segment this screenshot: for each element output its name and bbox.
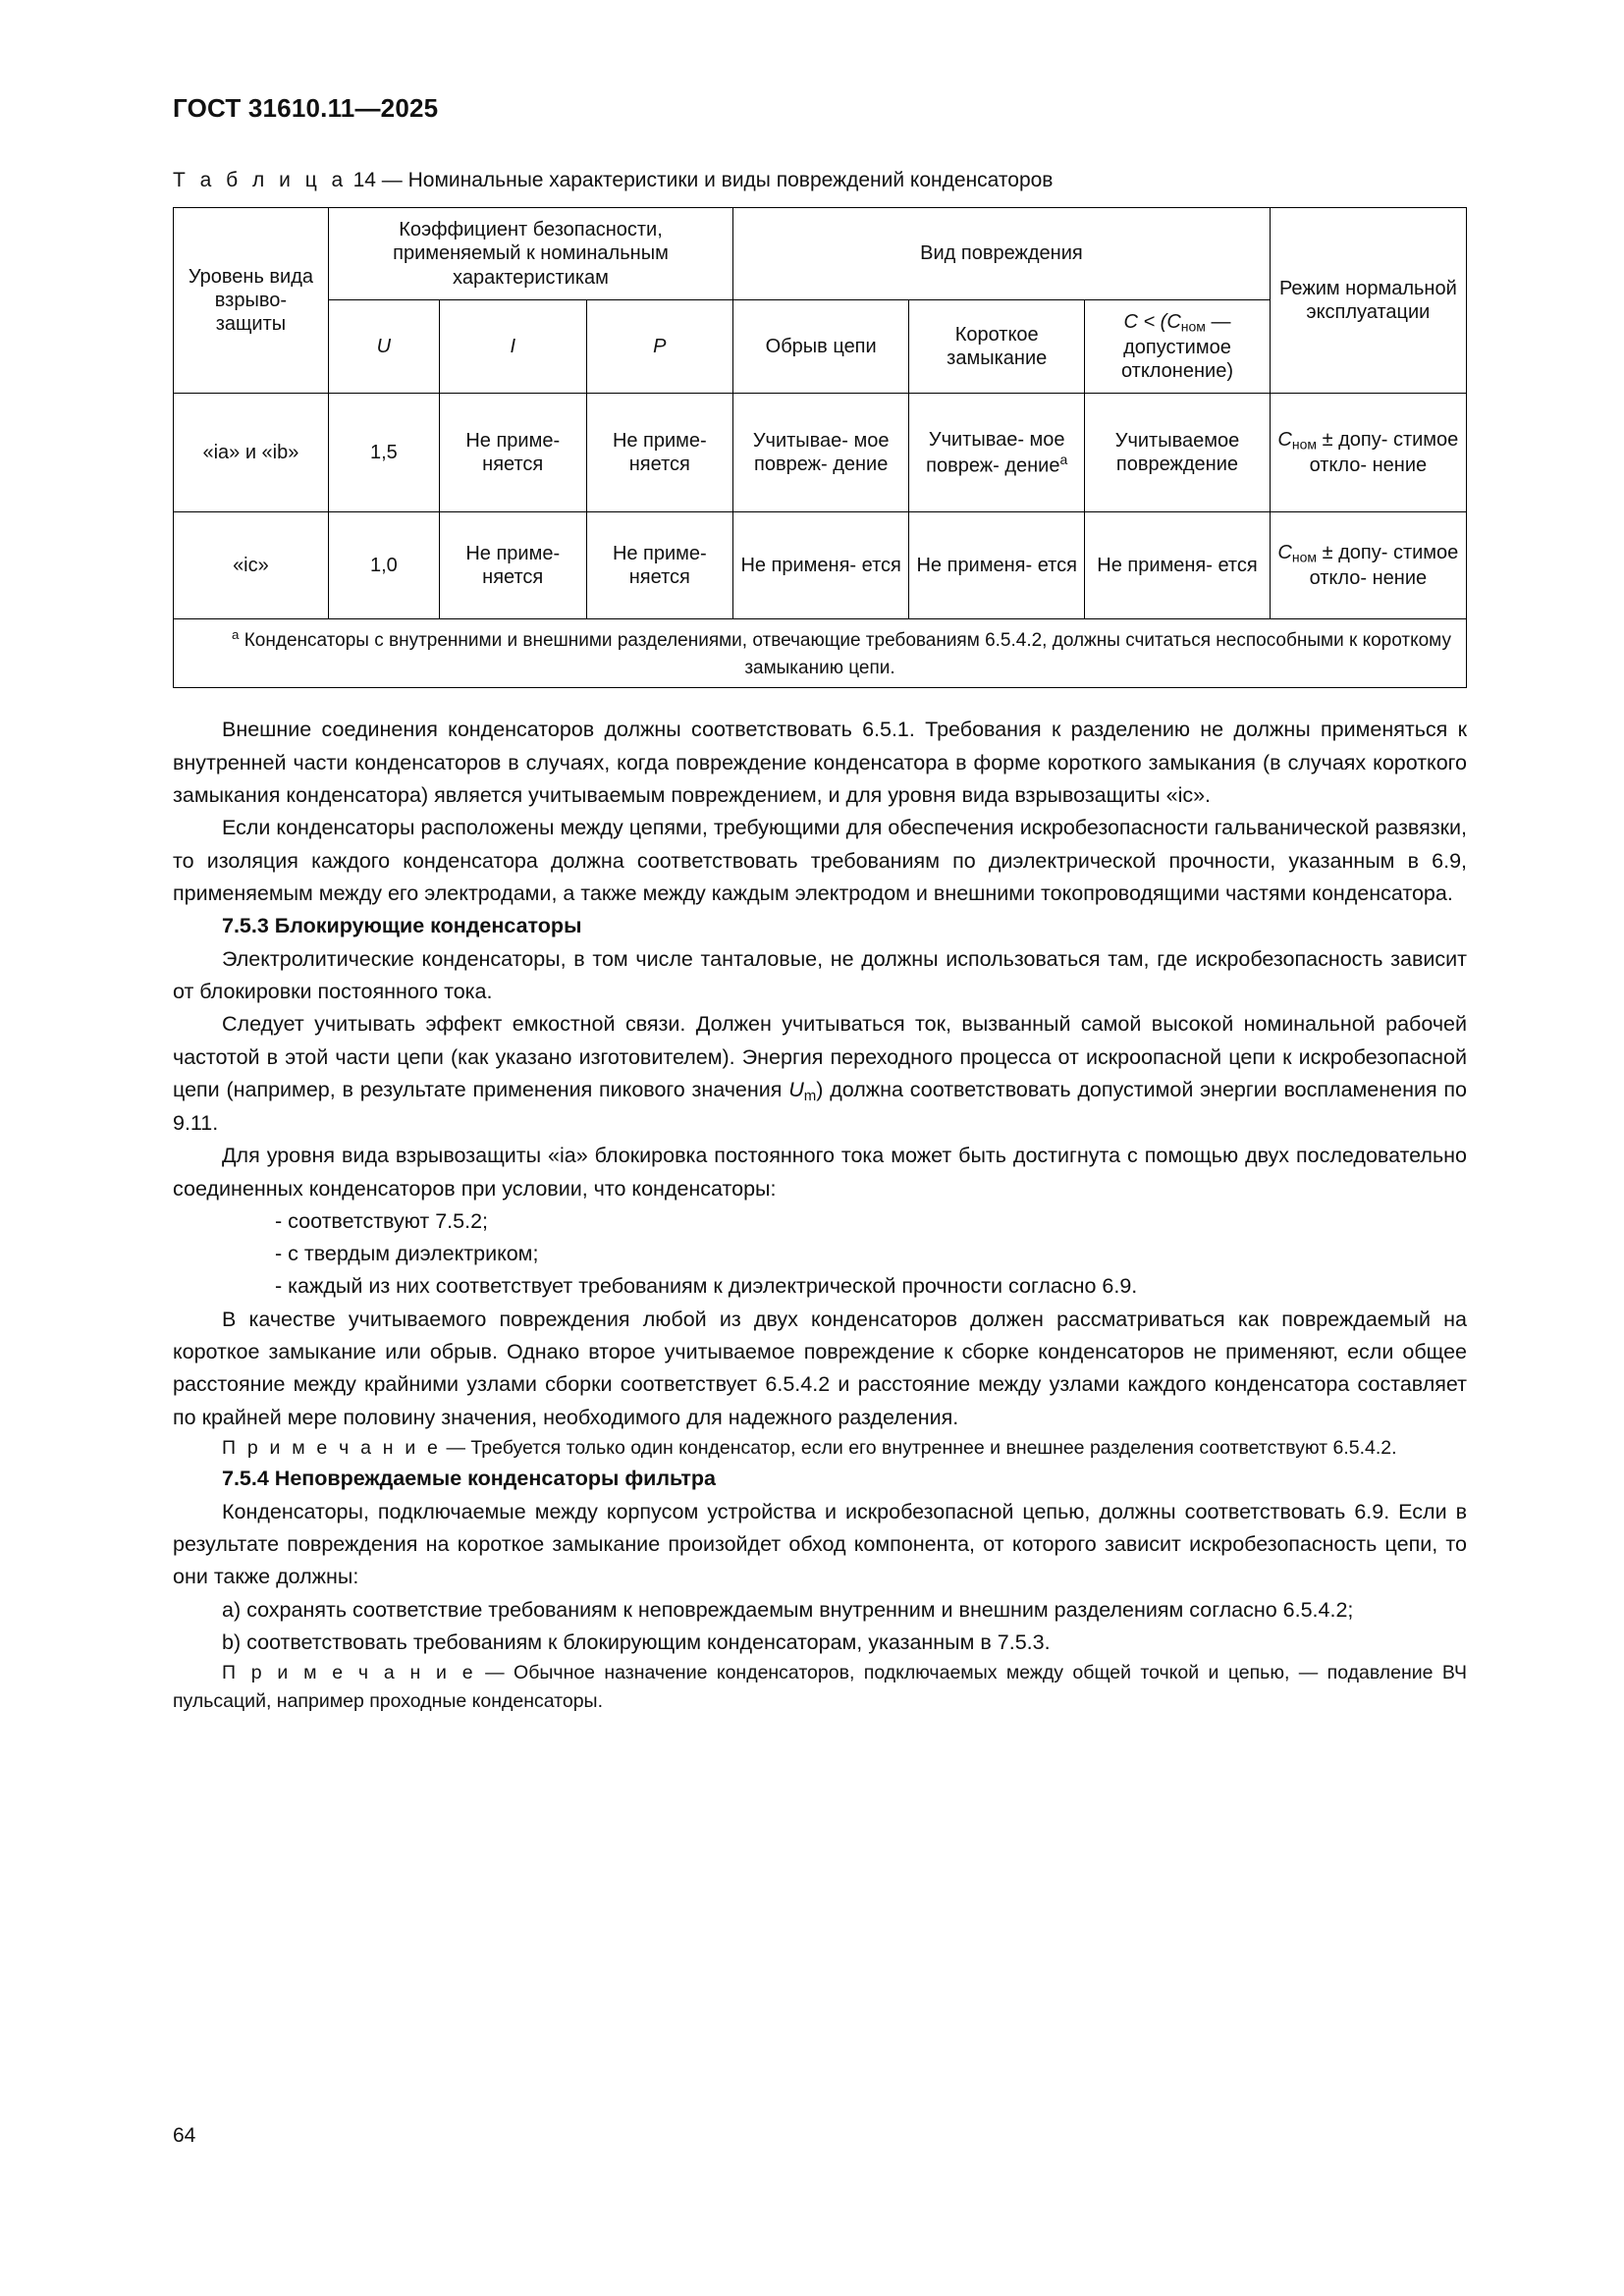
capacitor-ratings-table [173, 207, 1467, 689]
normal-mode-prefix: C [1277, 542, 1292, 564]
cell-level: «ia» и «ib» [174, 394, 329, 512]
page-content [173, 94, 1467, 1717]
list-item-a: a) сохранять соответствие требованиям к неповреждаемым внутренним и внешним разделениям согласно 6.5.4.2; [222, 1597, 1354, 1622]
note-one-capacitor [173, 1434, 1467, 1463]
note-text: — Требуется только один конденсатор, если его внутреннее и внешнее разделения соответствуют 6.5.4.2. [446, 1437, 1397, 1459]
header-col-break-circuit: Обрыв цепи [733, 300, 909, 394]
symbol-u-sub: m [803, 1087, 817, 1104]
header-col-u: U [328, 300, 439, 394]
cell-capacitance: Не применя- ется [1085, 512, 1270, 619]
list-item: - с твердым диэлектриком; [275, 1242, 539, 1266]
cell-normal-mode [1270, 512, 1466, 619]
note-label: П р и м е ч а н и е [222, 1662, 476, 1684]
table-caption-number: 14 [352, 168, 376, 191]
header-col-short-circuit: Короткое замыкание [909, 300, 1085, 394]
list-item: - каждый из них соответствует требованиям к диэлектрической прочности согласно 6.9. [275, 1274, 1138, 1299]
list-item: - соответствуют 7.5.2; [275, 1208, 489, 1233]
header-normal-mode: Режим нормальной эксплуатации [1270, 207, 1466, 394]
table-row [174, 394, 1467, 512]
cell-u: 1,5 [328, 394, 439, 512]
header-col-i: I [439, 300, 586, 394]
table-header-row-1 [174, 207, 1467, 299]
paragraph-capacitive-coupling-part1: Следует учитывать эффект емкостной связи. Должен учитываться ток, вызванный самой высокой номинальной рабочей частотой в этой части цепи (как указано изготовителем). Энергия переходного процесса от искроопасной цепи к искробезопасной цепи (например, в результате применения пикового значения [173, 1012, 1467, 1101]
note-label: П р и м е ч а н и е [222, 1437, 442, 1459]
cell-short-circuit [909, 394, 1085, 512]
header-level: Уровень вида взрыво- защиты [174, 207, 329, 394]
cell-capacitance: Учитываемое повреждение [1085, 394, 1270, 512]
footnote-marker-a: a [1059, 452, 1068, 468]
paragraph-galvanic-isolation: Если конденсаторы расположены между цепями, требующими для обеспечения искробезопасности гальванической развязки, то изоляция каждого конденсатора должна соответствовать требованиям по диэлектрической прочности, указанным в 6.9, применяемым между его электродами, а также между каждым электродом и внешними токопроводящими частями конденсатора. [173, 816, 1467, 905]
cell-break-circuit: Учитывае- мое повреж- дение [733, 394, 909, 512]
cell-u: 1,0 [328, 512, 439, 619]
capacitance-formula-prefix: C < (C [1123, 311, 1181, 334]
paragraph-electrolytic-capacitors: Электролитические конденсаторы, в том числе танталовые, не должны использоваться там, где искробезопасность зависит от блокировки постоянного тока. [173, 946, 1467, 1003]
table-caption [173, 168, 1467, 193]
capacitance-formula-sub: ном [1180, 318, 1206, 335]
paragraph-countable-fault: В качестве учитываемого повреждения любой из двух конденсаторов должен рассматриваться как повреждаемый на короткое замыкание или обрыв. Однако второе учитываемое повреждение к сборке конденсаторов не применяют, если общее расстояние между крайними узлами сборки соответствует 6.5.4.2 и расстояние между узлами каждого конденсатора составляет по крайней мере половину значения, необходимого для надежного разделения. [173, 1307, 1467, 1429]
cell-i: Не приме- няется [439, 394, 586, 512]
cell-short-circuit-text: Учитывае- мое повреж- дение [926, 428, 1065, 477]
note-text: — Обычное назначение конденсаторов, подключаемых между общей точкой и цепью, — подавление ВЧ пульсаций, например проходные конденсаторы. [173, 1662, 1468, 1713]
body-text [173, 714, 1467, 1716]
table-row [174, 512, 1467, 619]
normal-mode-sub: ном [1291, 436, 1318, 453]
table-footnote [174, 619, 1467, 688]
header-damage-group: Вид повреждения [733, 207, 1271, 299]
footnote-marker: a [232, 627, 240, 643]
paragraph-ia-dc-blocking: Для уровня вида взрывозащиты «ia» блокировка постоянного тока может быть достигнута с помощью двух последовательно соединенных конденсаторов при условии, что конденсаторы: [173, 1144, 1467, 1201]
cell-p: Не приме- няется [586, 394, 733, 512]
cell-level: «ic» [174, 512, 329, 619]
table-footnote-row [174, 619, 1467, 688]
section-heading-7-5-3: 7.5.3 Блокирующие конденсаторы [222, 914, 582, 938]
paragraph-capacitive-coupling-part2: ) должна соответствовать допустимой энергии воспламенения по 9.11. [173, 1077, 1468, 1135]
header-col-p: P [586, 300, 733, 394]
symbol-u: U [788, 1077, 804, 1101]
header-safety-factor-group: Коэффициент безопасности, применяемый к номинальным характеристикам [328, 207, 732, 299]
cell-break-circuit: Не применя- ется [733, 512, 909, 619]
paragraph-external-connections: Внешние соединения конденсаторов должны соответствовать 6.5.1. Требования к разделению не должны применяться к внутренней части конденсаторов в случаях, когда повреждение конденсатора в форме короткого замыкания (в случаях короткого замыкания конденсатора) является учитываемым повреждением, и для уровня вида взрывозащиты «ic». [173, 718, 1467, 807]
header-col-capacitance [1085, 300, 1270, 394]
normal-mode-sub: ном [1291, 549, 1318, 565]
cell-normal-mode [1270, 394, 1466, 512]
normal-mode-suffix: ± допу- стимое откло- нение [1309, 429, 1459, 476]
standard-header: ГОСТ 31610.11—2025 [173, 93, 439, 123]
normal-mode-suffix: ± допу- стимое откло- нение [1309, 542, 1459, 589]
note-hf-suppression [173, 1659, 1467, 1717]
cell-short-circuit: Не применя- ется [909, 512, 1085, 619]
cell-p: Не приме- няется [586, 512, 733, 619]
page-number: 64 [173, 2124, 196, 2147]
capacitance-formula-suffix: — допустимое отклонение) [1120, 311, 1233, 382]
paragraph-capacitive-coupling [173, 1008, 1467, 1140]
footnote-text: Конденсаторы с внутренними и внешними разделениями, отвечающие требованиям 6.5.4.2, должны считаться неспособными к короткому замыканию цепи. [244, 630, 1451, 678]
table-caption-text: — Номинальные характеристики и виды повреждений конденсаторов [381, 168, 1054, 191]
paragraph-filter-capacitors: Конденсаторы, подключаемые между корпусом устройства и искробезопасной цепью, должны соответствовать 6.9. Если в результате повреждения на короткое замыкание произойдет обход компонента, от которого зависит искробезопасность цепи, то они также должны: [173, 1499, 1467, 1589]
table-caption-label: Т а б л и ц а [173, 168, 348, 191]
list-item-b: b) соответствовать требованиям к блокирующим конденсаторам, указанным в 7.5.3. [222, 1629, 1051, 1654]
cell-i: Не приме- няется [439, 512, 586, 619]
normal-mode-prefix: C [1277, 429, 1292, 452]
section-heading-7-5-4: 7.5.4 Неповреждаемые конденсаторы фильтра [222, 1467, 716, 1491]
